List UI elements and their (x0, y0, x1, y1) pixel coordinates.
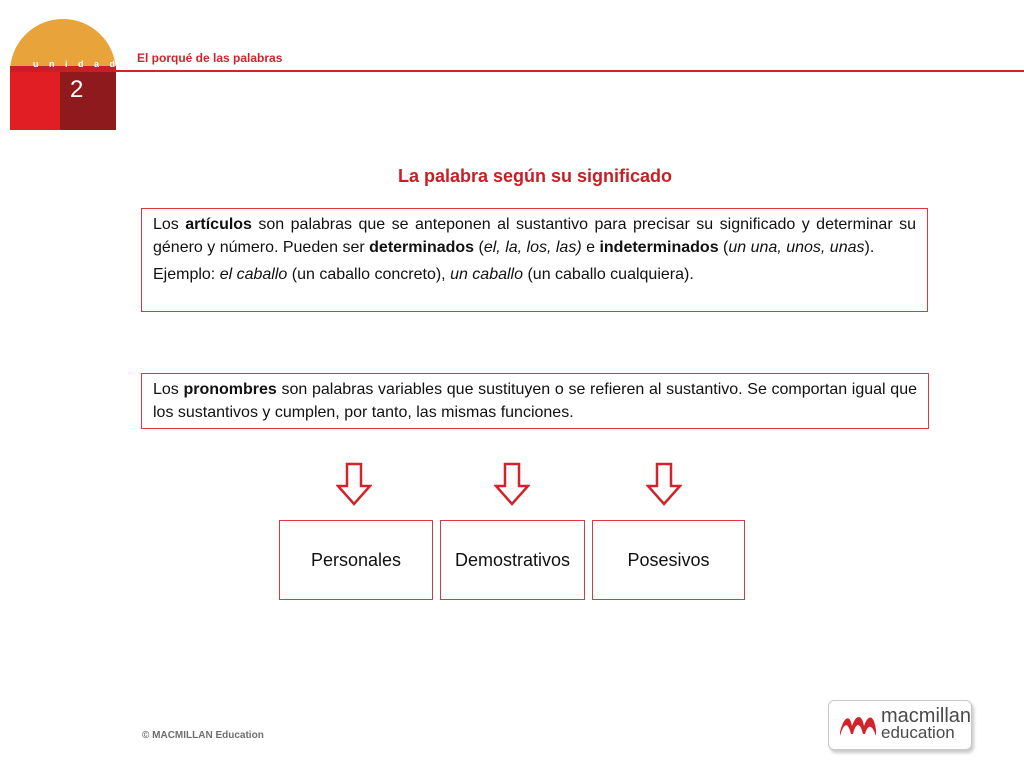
articles-example: Ejemplo: el caballo (un caballo concreto), un caballo (un caballo cualquiera). (153, 266, 694, 283)
pronoun-type-personales: Personales (279, 520, 433, 600)
section-title: La palabra según su significado (397, 166, 673, 186)
header-divider (114, 70, 1024, 72)
pronoun-type-demostrativos: Demostrativos (440, 520, 585, 600)
pronouns-definition-box (141, 373, 929, 429)
articles-definition: Los artículos son palabras que se anteponen al sustantivo para precisar su significado y determinar su género y número. Pueden ser determinados (el, la, los, las) e indeterminados (un una, unos, unas). (153, 216, 916, 256)
articles-definition-box (141, 208, 928, 312)
copyright-notice: © MACMILLAN Education (142, 730, 264, 741)
logo-text-macmillan: macmillan (881, 705, 972, 727)
logo-text-education: education (881, 723, 955, 742)
macmillan-education-logo (828, 700, 972, 750)
down-arrow-icon (646, 462, 682, 506)
unit-number: 2 (70, 76, 84, 103)
unit-badge (10, 14, 116, 130)
header-title: El porqué de las palabras (137, 51, 283, 65)
down-arrow-icon (494, 462, 530, 506)
unit-label: u n i d a d (33, 59, 119, 69)
down-arrow-icon (336, 462, 372, 506)
pronoun-type-posesivos: Posesivos (592, 520, 745, 600)
pronouns-definition: Los pronombres son palabras variables que sustituyen o se refieren al sustantivo. Se comportan igual que los sustantivos y cumplen, por tanto, las mismas funciones. (153, 381, 917, 421)
macmillan-logo-icon (838, 706, 878, 742)
